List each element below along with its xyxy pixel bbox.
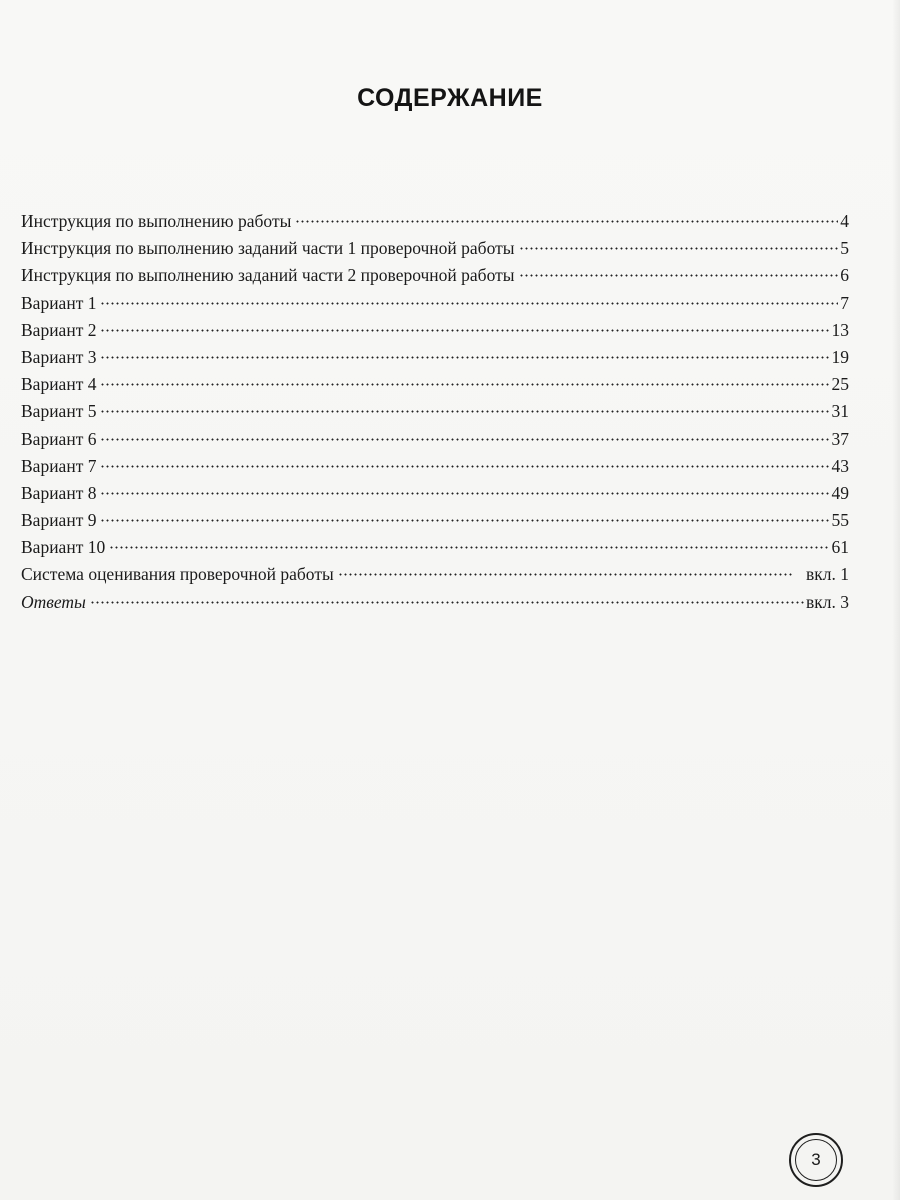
dot-leader xyxy=(100,356,829,359)
toc-entry-label: Система оценивания проверочной работы xyxy=(21,564,334,585)
toc-entry xyxy=(21,371,849,398)
toc-entry xyxy=(21,344,849,371)
toc-entry-page: 61 xyxy=(831,537,849,558)
dot-leader xyxy=(295,220,838,223)
dot-leader xyxy=(519,274,839,277)
toc-entry-label: Инструкция по выполнению работы xyxy=(21,211,292,231)
dot-leader xyxy=(100,465,829,468)
toc-entry-label: Инструкция по выполнению заданий части 2 проверочной работы xyxy=(21,265,515,286)
toc-entry-label: Вариант 8 xyxy=(21,482,97,503)
toc-entry-page: 37 xyxy=(831,428,849,449)
dot-leader xyxy=(100,410,829,413)
page-number-badge xyxy=(789,1133,843,1187)
dot-leader xyxy=(100,383,829,386)
toc-entry-page: 5 xyxy=(840,238,849,259)
toc-entry xyxy=(21,480,849,507)
toc-entry-page: 13 xyxy=(831,319,849,340)
toc-entry-label: Вариант 3 xyxy=(21,346,97,367)
dot-leader xyxy=(519,247,839,250)
dot-leader xyxy=(338,573,792,576)
dot-leader xyxy=(100,438,829,441)
dot-leader xyxy=(100,492,829,495)
toc-entry xyxy=(21,208,849,235)
toc-entry xyxy=(21,561,849,588)
toc-entry-label: Вариант 4 xyxy=(21,374,97,395)
page-edge-shadow xyxy=(892,0,900,1200)
dot-leader xyxy=(100,302,838,305)
toc-entry xyxy=(21,589,849,616)
table-of-contents xyxy=(21,208,849,616)
toc-entry-label: Вариант 7 xyxy=(21,455,97,476)
dot-leader xyxy=(90,601,804,604)
toc-entry xyxy=(21,235,849,262)
toc-entry-page: 43 xyxy=(831,455,849,476)
toc-entry-label: Вариант 10 xyxy=(21,537,106,558)
toc-entry-page: 55 xyxy=(831,510,849,531)
toc-entry-page: вкл. 1 xyxy=(806,564,849,585)
toc-entry-page: 6 xyxy=(840,265,849,286)
toc-entry-label: Вариант 9 xyxy=(21,510,97,531)
toc-entry-page: вкл. 3 xyxy=(806,591,849,612)
page-number: 3 xyxy=(811,1150,821,1169)
toc-entry-page: 4 xyxy=(840,211,849,231)
toc-entry-page: 7 xyxy=(840,292,849,313)
toc-entry-page: 19 xyxy=(831,346,849,367)
toc-entry-label: Вариант 5 xyxy=(21,401,97,422)
toc-entry-label: Вариант 1 xyxy=(21,292,97,313)
toc-entry xyxy=(21,534,849,561)
toc-entry-page: 25 xyxy=(831,374,849,395)
toc-entry xyxy=(21,290,849,317)
toc-entry-label: Вариант 2 xyxy=(21,319,97,340)
toc-entry xyxy=(21,317,849,344)
toc-entry-page: 49 xyxy=(831,482,849,503)
toc-entry-label: Ответы xyxy=(21,591,86,612)
toc-entry xyxy=(21,398,849,425)
dot-leader xyxy=(100,329,829,332)
toc-entry xyxy=(21,453,849,480)
toc-entry xyxy=(21,426,849,453)
toc-entry-label: Инструкция по выполнению заданий части 1 проверочной работы xyxy=(21,238,515,259)
toc-entry xyxy=(21,262,849,289)
toc-entry-label: Вариант 6 xyxy=(21,428,97,449)
toc-entry-page: 31 xyxy=(831,401,849,422)
page-title: СОДЕРЖАНИЕ xyxy=(357,84,543,112)
dot-leader xyxy=(109,546,829,549)
toc-entry xyxy=(21,507,849,534)
dot-leader xyxy=(100,519,829,522)
